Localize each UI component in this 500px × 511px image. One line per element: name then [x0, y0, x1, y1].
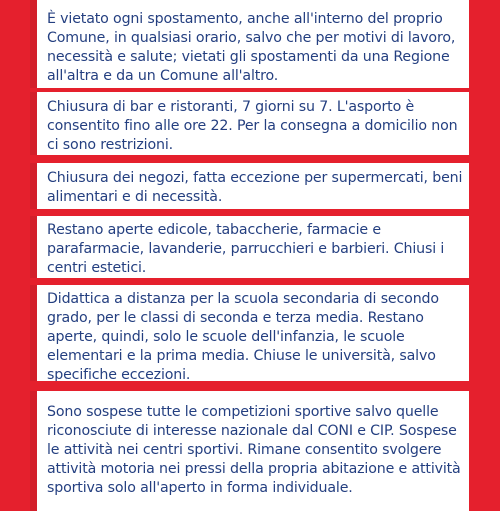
rule-card-bar-ristoranti — [30, 92, 469, 155]
rule-text: Restano aperte edicole, tabaccherie, farmacie e parafarmacie, lavanderie, parrucchieri e barbieri. Chiusi i centri estetici. — [47, 222, 445, 276]
rule-text: È vietato ogni spostamento, anche all'interno del proprio Comune, in qualsiasi orario, salvo che per motivi di lavoro, necessità e salute; vietati gli spostamenti da una Regione all'altra e da un Comune all'altro. — [47, 11, 456, 84]
rule-card-spostamenti — [30, 0, 469, 88]
rule-text: Chiusura dei negozi, fatta eccezione per supermercati, beni alimentari e di necessità. — [47, 170, 463, 205]
rule-text: Didattica a distanza per la scuola secondaria di secondo grado, per le classi di seconda e terza media. Restano aperte, quindi, solo le scuole dell'infanzia, le scuole elementari e la prima media. Chiuse le università, salvo specifiche eccezioni. — [47, 291, 439, 381]
rule-text: Chiusura di bar e ristoranti, 7 giorni su 7. L'asporto è consentito fino alle ore 22. Per la consegna a domicilio non ci sono restrizioni. — [47, 99, 458, 153]
rule-card-scuola — [30, 285, 469, 381]
rule-card-aperture — [30, 216, 469, 278]
rule-card-sport — [30, 391, 469, 511]
rule-text: Sono sospese tutte le competizioni sportive salvo quelle riconosciute di interesse nazionale dal CONI e CIP. Sospese le attività nei centri sportivi. Rimane consentito svolgere attività motoria nei pressi della propria abitazione e attività sportiva solo all'aperto in forma individuale. — [47, 404, 461, 496]
rule-card-negozi — [30, 163, 469, 209]
